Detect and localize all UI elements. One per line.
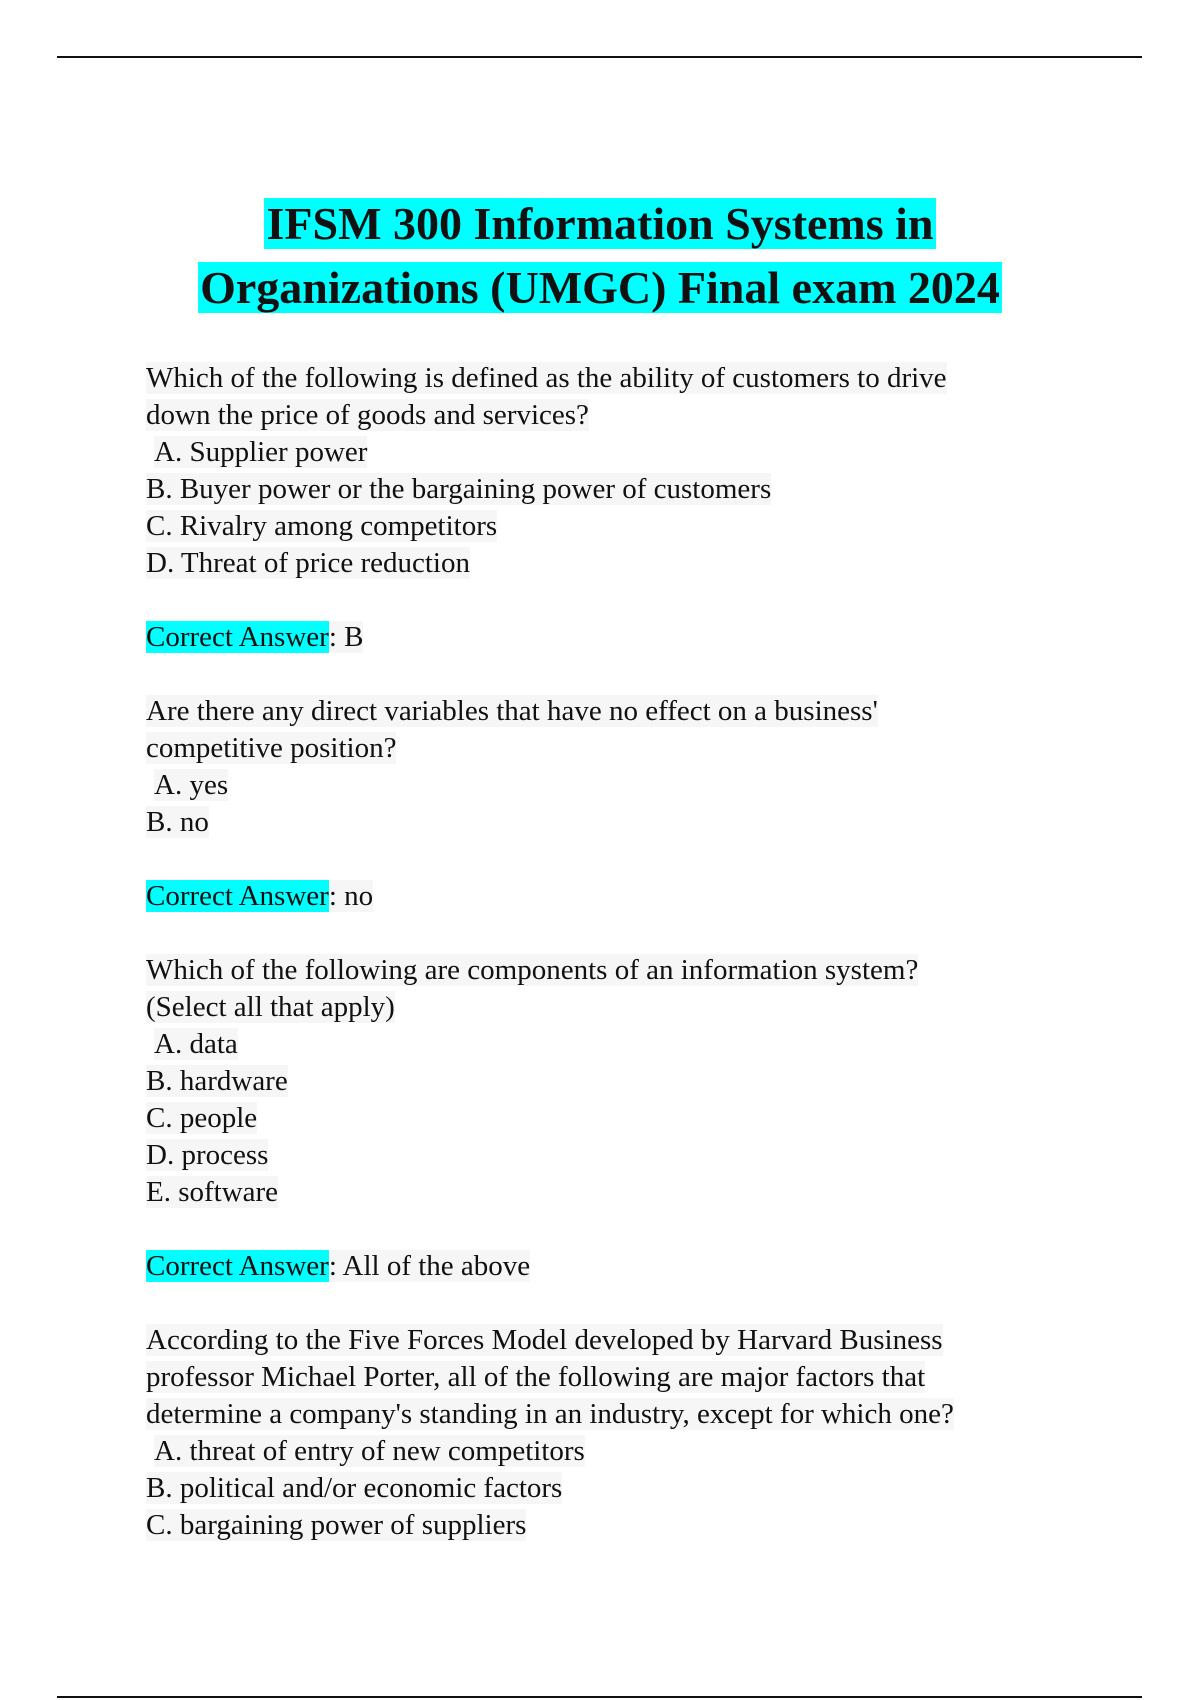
question-2 [146, 693, 1076, 841]
question-text: (Select all that apply) [146, 991, 395, 1023]
correct-answer-value: : no [328, 880, 374, 912]
correct-answer-value: : B [328, 621, 364, 653]
option-c: C. Rivalry among competitors [146, 510, 498, 542]
question-text: According to the Five Forces Model developed by Harvard Business [146, 1324, 943, 1356]
correct-answer-3 [146, 1248, 1076, 1285]
option-b: B. hardware [146, 1065, 288, 1097]
title-line-2: Organizations (UMGC) Final exam 2024 [200, 262, 1000, 313]
correct-answer-value: : All of the above [328, 1250, 531, 1282]
question-text: down the price of goods and services? [146, 399, 589, 431]
correct-answer-label: Correct Answer [146, 880, 329, 912]
question-text: determine a company's standing in an industry, except for which one? [146, 1398, 954, 1430]
option-c: C. bargaining power of suppliers [146, 1509, 527, 1541]
correct-answer-label: Correct Answer [146, 621, 329, 653]
option-b: B. political and/or economic factors [146, 1472, 563, 1504]
option-a: A. Supplier power [154, 436, 368, 468]
option-a: A. yes [154, 769, 229, 801]
bottom-rule [57, 1696, 1142, 1698]
top-rule [57, 56, 1142, 58]
exam-content [146, 360, 1076, 1544]
option-b: B. no [146, 806, 209, 838]
question-4 [146, 1322, 1076, 1544]
question-text: professor Michael Porter, all of the following are major factors that [146, 1361, 926, 1393]
correct-answer-label: Correct Answer [146, 1250, 329, 1282]
correct-answer-2 [146, 878, 1076, 915]
option-b: B. Buyer power or the bargaining power of customers [146, 473, 772, 505]
question-text: Which of the following is defined as the ability of customers to drive [146, 362, 947, 394]
option-c: C. people [146, 1102, 258, 1134]
option-e: E. software [146, 1176, 279, 1208]
option-a: A. threat of entry of new competitors [154, 1435, 585, 1467]
question-text: competitive position? [146, 732, 397, 764]
question-1 [146, 360, 1076, 582]
option-a: A. data [154, 1028, 238, 1060]
option-d: D. process [146, 1139, 269, 1171]
correct-answer-1 [146, 619, 1076, 656]
question-text: Are there any direct variables that have no effect on a business' [146, 695, 878, 727]
question-text: Which of the following are components of an information system? [146, 954, 919, 986]
title-line-1: IFSM 300 Information Systems in [266, 198, 934, 249]
document-title [0, 192, 1200, 320]
option-d: D. Threat of price reduction [146, 547, 470, 579]
question-3 [146, 952, 1076, 1211]
